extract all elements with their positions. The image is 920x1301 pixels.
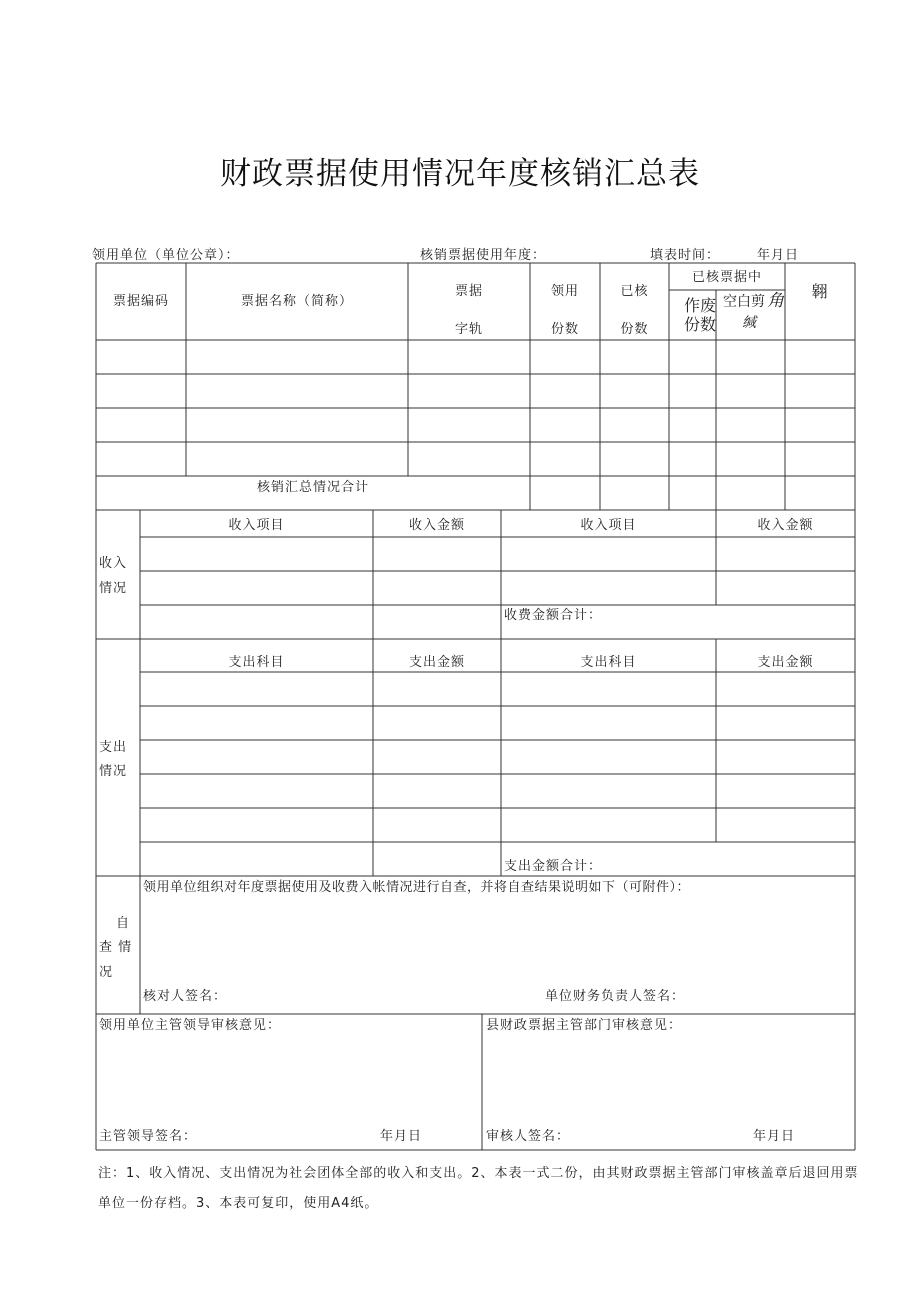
self-check-instruction: 领用单位组织对年度票据使用及收费入帐情况进行自查，并将自查结果说明如下（可附件）： [143,880,691,895]
income-amount-header-right: 收入金额 [757,518,814,533]
income-item-header-left: 收入项目 [228,518,285,533]
reviewer-date-label: 年月日 [753,1129,796,1144]
finance-dept-review-title: 县财政票据主管部门审核意见： [486,1018,683,1033]
expense-amount-header-right: 支出金额 [757,655,814,670]
income-section-label-line2: 情况 [99,581,128,596]
header-zigui-line1: 票据 [454,284,483,299]
header-verified-line2: 份数 [620,322,649,337]
header-verified-line1: 已核 [620,284,649,299]
fill-date-label: 年月日 [757,248,800,263]
income-item-header-right: 收入项目 [580,518,637,533]
header-verified-among: 已核票据中 [691,270,762,285]
expense-amount-header-left: 支出金额 [408,655,465,670]
fill-time-label: 填表时间： [650,248,721,263]
expense-section-label-line1: 支出 [99,740,128,755]
expense-section-label-line2: 情况 [99,764,128,779]
supervisor-review-title: 领用单位主管领导审核意见： [99,1018,282,1033]
summary-total-label: 核销汇总情况合计 [256,480,369,495]
income-amount-header-left: 收入金额 [408,518,465,533]
header-received-line2: 份数 [550,322,579,337]
income-section-label-line1: 收入 [99,556,128,571]
header-bill-name: 票据名称（简称） [240,294,353,309]
expense-item-header-right: 支出科目 [580,655,637,670]
header-remark: 翱 [811,282,829,301]
header-blank-line1: 空白剪 [723,294,765,310]
page-title: 财政票据使用情况年度核销汇总表 [220,156,700,192]
expense-item-header-left: 支出科目 [228,655,285,670]
expense-total-label: 支出金额合计： [504,859,603,874]
header-blank-line2: 角 [767,291,784,311]
reviewer-signature-label: 审核人签名： [486,1129,571,1144]
header-zigui-line2: 字轨 [454,322,483,337]
footnote: 注：1、收入情况、支出情况为社会团体全部的收入和支出。2、本表一式二份，由其财政票据主管部门审核盖章后退回用票单位一份存档。3、本表可复印，使用A4纸。 [98,1166,859,1211]
income-total-label: 收费金额合计： [504,608,603,623]
self-check-label-line3: 况 [99,965,114,980]
header-received-line1: 领用 [550,284,579,299]
checker-signature-label: 核对人签名： [143,989,228,1004]
self-check-label-line1: 自 [116,916,131,931]
header-blank-line3: 缄 [742,315,756,331]
finance-head-signature-label: 单位财务负责人签名： [545,989,686,1004]
usage-year-label: 核销票据使用年度： [420,248,547,263]
header-void-line1: 作废 [684,296,717,315]
self-check-label-line2: 查 情 [99,940,133,955]
header-void-line2: 份数 [684,315,717,334]
header-bill-code: 票据编码 [112,294,169,309]
supervisor-signature-label: 主管领导签名： [99,1129,198,1144]
supervisor-date-label: 年月日 [380,1129,423,1144]
issuing-unit-label: 领用单位（单位公章）： [92,248,240,263]
